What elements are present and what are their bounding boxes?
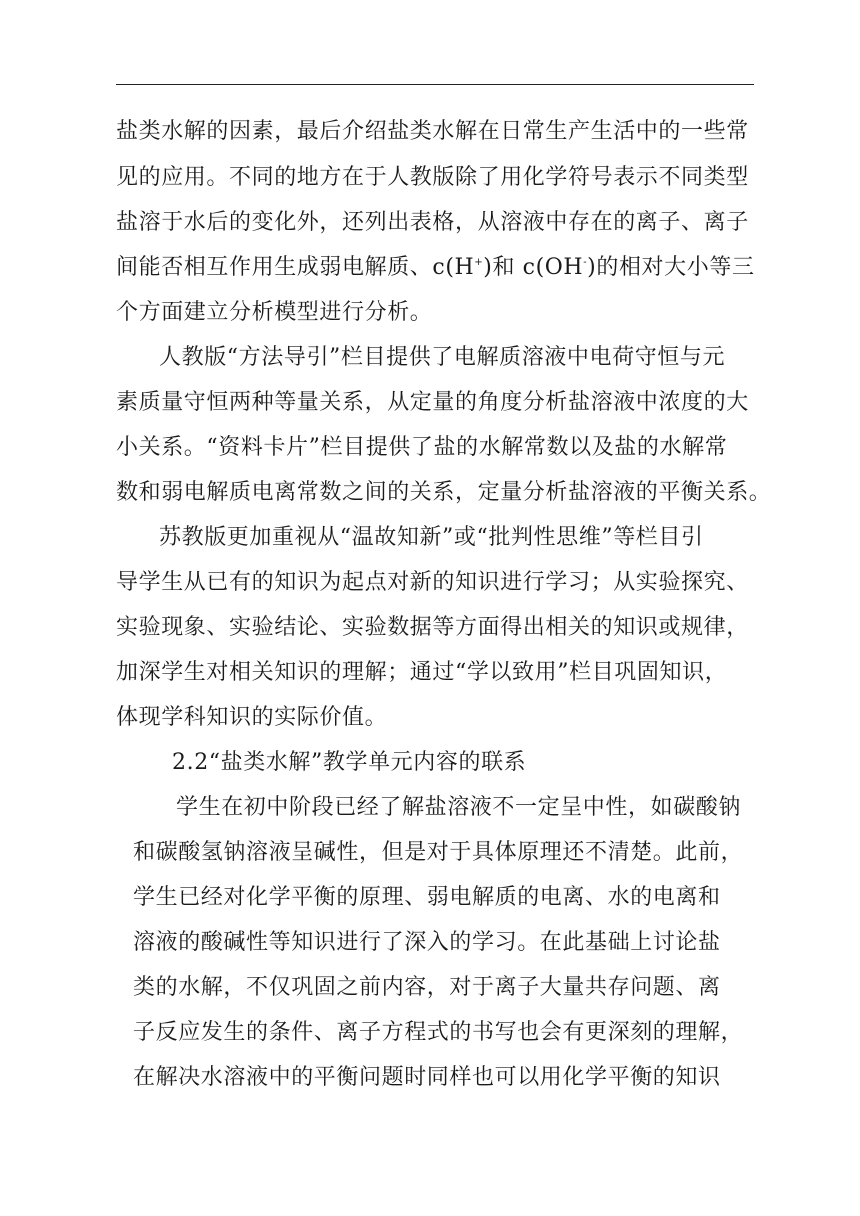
text-line: 学生已经对化学平衡的原理、弱电解质的电离、水的电离和: [133, 885, 721, 910]
text-line: 溶液的酸碱性等知识进行了深入的学习。在此基础上讨论盐: [133, 930, 721, 955]
formula-text: )和 c(OH: [483, 255, 584, 280]
text-line: 子反应发生的条件、离子方程式的书写也会有更深刻的理解，: [133, 1020, 744, 1045]
hydrogen-ion-charge: +: [474, 257, 484, 268]
text-line: 盐溶于水后的变化外，还列出表格，从溶液中存在的离子、离子: [116, 210, 749, 235]
text-line: 小关系。“资料卡片”栏目提供了盐的水解常数以及盐的水解常: [116, 435, 728, 460]
paragraph-first-line: 学生在初中阶段已经了解盐溶液不一定呈中性，如碳酸钠: [176, 795, 742, 820]
text-line: 素质量守恒两种等量关系，从定量的角度分析盐溶液中浓度的大: [116, 390, 749, 415]
text-line: 在解决水溶液中的平衡问题时同样也可以用化学平衡的知识: [133, 1065, 721, 1090]
hydroxide-ion-charge: -: [583, 257, 588, 268]
formula-text: )的相对大小等三: [587, 255, 755, 280]
text-line: 数和弱电解质电离常数之间的关系，定量分析盐溶液的平衡关系。: [116, 480, 772, 505]
text-line: 类的水解，不仅巩固之前内容，对于离子大量共存问题、离: [133, 975, 721, 1000]
formula-text: 间能否相互作用生成弱电解质、c(H: [116, 255, 475, 280]
text-line: 和碳酸氢钠溶液呈碱性，但是对于具体原理还不清楚。此前，: [133, 840, 744, 865]
text-line: 加深学生对相关知识的理解；通过“学以致用”栏目巩固知识，: [116, 660, 728, 685]
text-line: 体现学科知识的实际价值。: [116, 705, 388, 730]
text-line: 实验现象、实验结论、实验数据等方面得出相关的知识或规律，: [116, 615, 749, 640]
paragraph-first-line: 人教版“方法导引”栏目提供了电解质溶液中电荷守恒与元: [159, 345, 726, 370]
text-line: 盐类水解的因素，最后介绍盐类水解在日常生产生活中的一些常: [116, 119, 749, 144]
header-rule: [116, 84, 754, 85]
section-heading: 2.2“盐类水解”教学单元内容的联系: [172, 750, 527, 775]
text-line: 导学生从已有的知识为起点对新的知识进行学习；从实验探究、: [116, 570, 749, 595]
text-line: 个方面建立分析模型进行分析。: [116, 300, 433, 325]
paragraph-first-line: 苏教版更加重视从“温故知新”或“批判性思维”等栏目引: [159, 525, 704, 550]
formula-text-line: [116, 253, 755, 283]
text-line: 见的应用。不同的地方在于人教版除了用化学符号表示不同类型: [116, 165, 749, 190]
